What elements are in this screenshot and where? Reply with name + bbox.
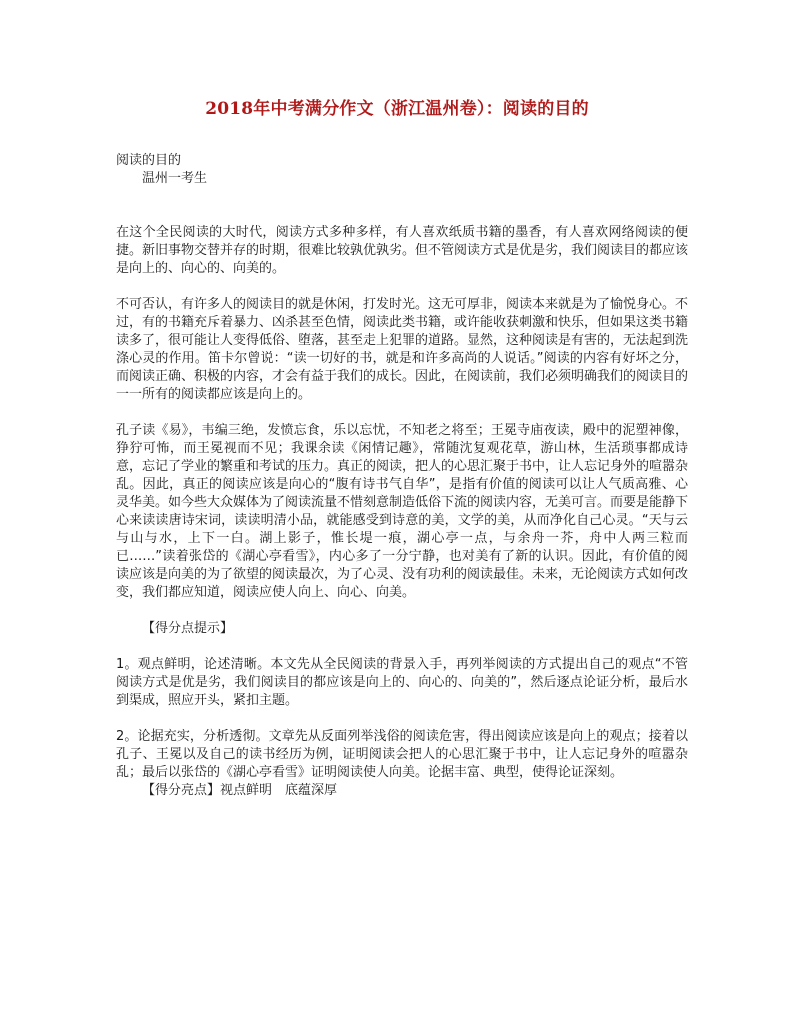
- essay-paragraph-2: 不可否认，有许多人的阅读目的就是休闲，打发时光。这无可厚非，阅读本来就是为了愉悦身心。不过，有的书籍充斥着暴力、凶杀甚至色情，阅读此类书籍，或许能收获刺激和快乐，但如果这类书籍读多了，很可能让人变得低俗、堕落，甚至走上犯罪的道路。显然，这种阅读是有害的，无法起到洗涤心灵的作用。笛卡尔曾说：“读一切好的书，就是和许多高尚的人说话。”阅读的内容有好坏之分，而阅读正确、积极的内容，才会有益于我们的成长。因此，在阅读前，我们必须明确我们的阅读目的一一所有的阅读都应该是向上的。: [116, 297, 689, 402]
- essay-paragraph-1: 在这个全民阅读的大时代，阅读方式多种多样，有人喜欢纸质书籍的墨香，有人喜欢网络阅读的便捷。新旧事物交替并存的时期，很难比较孰优孰劣。但不管阅读方式是优是劣，我们阅读目的都应该是向上的、向心的、向美的。: [116, 225, 689, 276]
- spacer: [116, 188, 688, 224]
- tips-label: 【得分点提示】: [142, 621, 234, 636]
- tip-item-1: 1。观点鲜明，论述清晰。本文先从全民阅读的背景入手，再列举阅读的方式提出自己的观点“不管阅读方式是优是劣，我们阅读目的都应该是向上的、向心的、向美的”，然后逐点论证分析，最后水到渠成，照应开头，紧扣主题。: [116, 657, 688, 708]
- highlights-line: 【得分亮点】视点鲜明 底蕴深厚: [142, 783, 338, 798]
- tip-item-2: 2。论据充实，分析透彻。文章先从反面列举浅俗的阅读危害，得出阅读应该是向上的观点；接着以孔子、王冕以及自己的读书经历为例，证明阅读会把人的心思汇聚于书中，让人忘记身外的喧嚣杂乱；最后以张岱的《湖心亭看雪》证明阅读使人向美。论据丰富、典型，使得论证深刻。: [116, 729, 688, 780]
- document-body: [116, 152, 688, 800]
- essay-author: 温州一考生: [142, 171, 208, 186]
- document-title: 2018年中考满分作文（浙江温州卷）：阅读的目的: [205, 99, 589, 119]
- essay-title: 阅读的目的: [116, 153, 182, 168]
- essay-paragraph-3: 孔子读《易》，韦编三绝，发愤忘食，乐以忘忧，不知老之将至；王冕寺庙夜读，殿中的泥塑神像，狰狞可怖，而王冕视而不见；我课余读《闲情记趣》，常随沈复观花草，游山林，生活琐事都成诗意，忘记了学业的繁重和考试的压力。真正的阅读，把人的心思汇聚于书中，让人忘记身外的喧嚣杂乱。因此，真正的阅读应该是向心的“腹有诗书气自华”，是指有价值的阅读可以让人气质高雅、心灵华美。如今些大众媒体为了阅读流量不惜刻意制造低俗下流的阅读内容，无美可言。而要是能静下心来读读唐诗宋词，读读明清小品，就能感受到诗意的美，文学的美，从而净化自己心灵。“天与云与山与水，上下一白。湖上影子，惟长堤一痕，湖心亭一点，与余舟一芥，舟中人两三粒而已……”读着张岱的《湖心亭看雪》，内心多了一分宁静，也对美有了新的认识。因此，有价值的阅读应该是向美的为了欲望的阅读最次，为了心灵、没有功利的阅读最佳。未来，无论阅读方式如何改变，我们都应知道，阅读应使人向上、向心、向美。: [116, 423, 689, 600]
